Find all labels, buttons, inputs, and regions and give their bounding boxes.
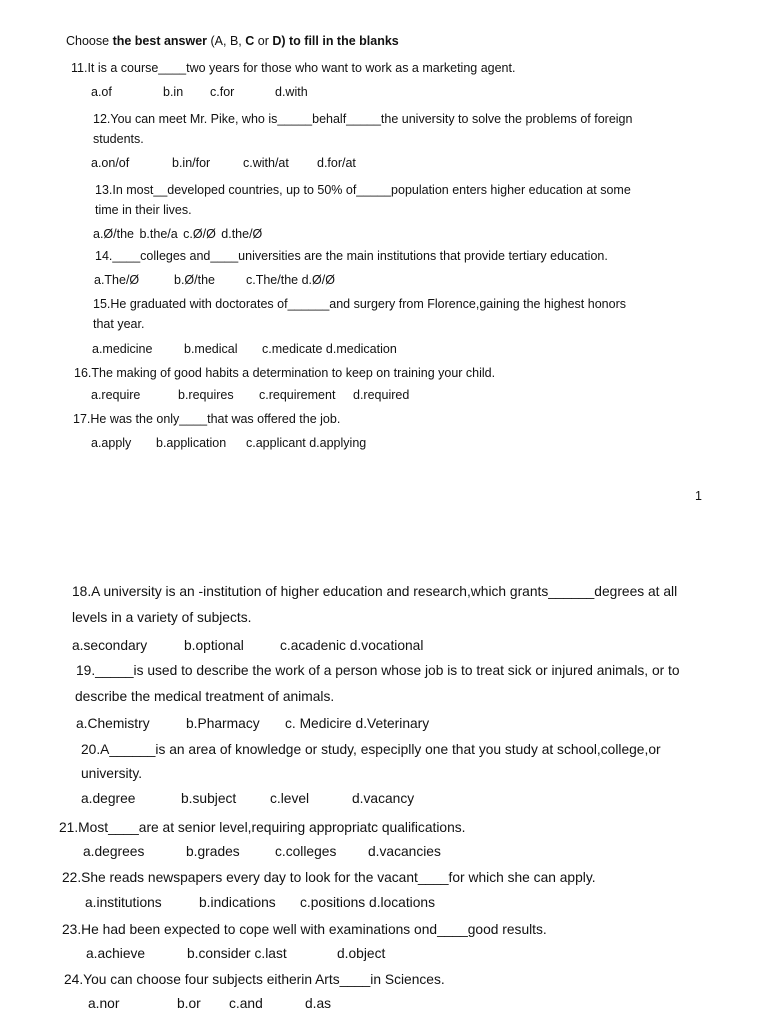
option-a: a.secondary <box>72 638 148 653</box>
option-b: b.requires <box>178 388 234 402</box>
option-b: b.Pharmacy <box>186 716 260 731</box>
option-c-d: c.applicant d.applying <box>246 436 367 450</box>
question-20-continuation: university. <box>81 766 143 781</box>
option-d: d.with <box>275 85 308 99</box>
option-a: a.on/of <box>91 156 130 170</box>
question-19-continuation: describe the medical treatment of animals. <box>75 689 335 704</box>
question-17: 17.He was the only____that was offered the job. <box>73 412 341 426</box>
question-23: 23.He had been expected to cope well with examinations ond____good results. <box>62 922 547 937</box>
option-b: b.grades <box>186 844 240 859</box>
option-b: b.in/for <box>172 156 211 170</box>
option-d: d.object <box>337 946 386 961</box>
question-15-continuation: that year. <box>93 317 145 331</box>
option-c: c.requirement <box>259 388 336 402</box>
option-b: b.Ø/the <box>174 273 215 287</box>
option-b: b.or <box>177 996 201 1011</box>
option-d: d.for/at <box>317 156 356 170</box>
question-18-continuation: levels in a variety of subjects. <box>72 610 252 625</box>
question-24: 24.You can choose four subjects eitherin Arts____in Sciences. <box>64 972 445 987</box>
instruction-text: Choose <box>66 34 113 48</box>
option-a: a.medicine <box>92 342 153 356</box>
option-d: d.vacancies <box>368 844 441 859</box>
instruction-line <box>66 34 399 48</box>
question-16: 16.The making of good habits a determination to keep on training your child. <box>74 366 496 380</box>
option-c: c.level <box>270 791 310 806</box>
option-d: d.required <box>353 388 410 402</box>
question-14: 14.____colleges and____universities are the main institutions that provide tertiary education. <box>95 249 608 263</box>
option-a: a.institutions <box>85 895 162 910</box>
option-a: a.nor <box>88 996 120 1011</box>
question-22: 22.She reads newspapers every day to look for the vacant____for which she can apply. <box>62 870 596 885</box>
option-b: b.application <box>156 436 227 450</box>
question-20: 20.A______is an area of knowledge or study, especiplly one that you study at school,college,or <box>81 742 661 757</box>
option-c: c.and <box>229 996 263 1011</box>
option-a: a.achieve <box>86 946 146 961</box>
option-a: a.degree <box>81 791 136 806</box>
question-12-continuation: students. <box>93 132 144 146</box>
instruction-bold: C <box>245 34 255 48</box>
option-b: b.subject <box>181 791 237 806</box>
option-b: b.indications <box>199 895 276 910</box>
option-b: b.optional <box>184 638 244 653</box>
option-c: c.colleges <box>275 844 337 859</box>
question-12: 12.You can meet Mr. Pike, who is_____behalf_____the university to solve the problems of foreign <box>93 112 633 126</box>
instruction-bold: the best answer <box>112 34 208 48</box>
option-d: d.vacancy <box>352 791 415 806</box>
option-c-d: c.The/the d.Ø/Ø <box>246 273 335 287</box>
option-d: d.as <box>305 996 332 1011</box>
question-15: 15.He graduated with doctorates of______and surgery from Florence,gaining the highest honors <box>93 297 626 311</box>
question-19: 19._____is used to describe the work of a person whose job is to treat sick or injured animals, or to <box>76 663 680 678</box>
question-11: 11.It is a course____two years for those who want to work as a marketing agent. <box>71 61 516 75</box>
instruction-bold: D) <box>272 34 286 48</box>
question-21: 21.Most____are at senior level,requiring appropriatc qualifications. <box>59 820 466 835</box>
option-c-d: c.acadenic d.vocational <box>280 638 424 653</box>
option-c-d: c.positions d.locations <box>300 895 435 910</box>
option-b: b.in <box>163 85 184 99</box>
page-number: 1 <box>695 489 702 503</box>
option-c: c.for <box>210 85 235 99</box>
question-13: 13.In most__developed countries, up to 50% of_____population enters higher education at some <box>95 183 631 197</box>
option-a: a.The/Ø <box>94 273 140 287</box>
option-c: c.with/at <box>243 156 289 170</box>
option-c-d: c. Medicire d.Veterinary <box>285 716 430 731</box>
instruction-text: or <box>254 34 273 48</box>
instruction-bold: to fill in the blanks <box>285 34 399 48</box>
option-a: a.require <box>91 388 141 402</box>
question-18: 18.A university is an -institution of higher education and research,which grants______degrees at all <box>72 584 678 599</box>
instruction-text: (A, B, <box>207 34 246 48</box>
option-c-d: c.medicate d.medication <box>262 342 397 356</box>
option-a: a.of <box>91 85 112 99</box>
question-13-options: a.Ø/the b.the/a c.Ø/Ø d.the/Ø <box>93 227 263 241</box>
option-a: a.Chemistry <box>76 716 150 731</box>
option-a: a.apply <box>91 436 132 450</box>
question-13-continuation: time in their lives. <box>95 203 192 217</box>
option-a: a.degrees <box>83 844 145 859</box>
option-b-c: b.consider c.last <box>187 946 287 961</box>
option-b: b.medical <box>184 342 238 356</box>
